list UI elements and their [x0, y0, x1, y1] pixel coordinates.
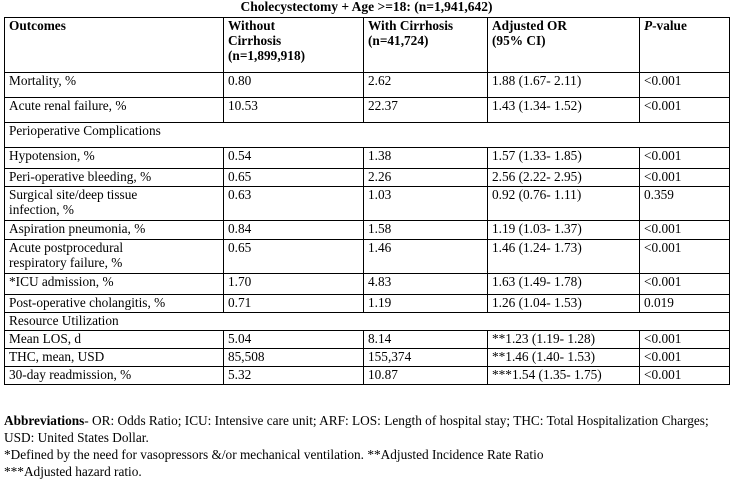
row-without: 0.63: [224, 187, 364, 221]
row-p: <0.001: [640, 349, 730, 367]
table-row: [5, 331, 730, 349]
row-without: 0.54: [224, 148, 364, 169]
row-or: 1.57 (1.33- 1.85): [488, 148, 640, 169]
row-or: 1.19 (1.03- 1.37): [488, 221, 640, 240]
row-with: 1.46: [364, 240, 488, 274]
footnote-hazard-ratio: ***Adjusted hazard ratio.: [4, 464, 142, 479]
row-outcome: Hypotension, %: [5, 148, 224, 169]
section-row-perioperative: [5, 123, 730, 148]
row-outcome: Mean LOS, d: [5, 331, 224, 349]
row-p: <0.001: [640, 98, 730, 123]
table-row: [5, 367, 730, 385]
row-or: ***1.54 (1.35- 1.75): [488, 367, 640, 385]
row-without: 85,508: [224, 349, 364, 367]
row-p: <0.001: [640, 331, 730, 349]
row-without: 10.53: [224, 98, 364, 123]
row-with: 1.03: [364, 187, 488, 221]
row-or: 1.63 (1.49- 1.78): [488, 274, 640, 295]
row-p: <0.001: [640, 274, 730, 295]
row-p: <0.001: [640, 367, 730, 385]
row-or: 1.43 (1.34- 1.52): [488, 98, 640, 123]
row-without: 1.70: [224, 274, 364, 295]
row-without: 0.80: [224, 73, 364, 98]
table-row: [5, 221, 730, 240]
section-row-resource: [5, 313, 730, 331]
table-row: [5, 73, 730, 98]
table-row: [5, 98, 730, 123]
row-without: 0.71: [224, 295, 364, 313]
row-with: 4.83: [364, 274, 488, 295]
table-title: Cholecystectomy + Age >=18: (n=1,941,642): [240, 0, 493, 14]
row-or: **1.46 (1.40- 1.53): [488, 349, 640, 367]
row-outcome: Post-operative cholangitis, %: [5, 295, 224, 313]
row-with: 1.38: [364, 148, 488, 169]
row-with: 1.19: [364, 295, 488, 313]
row-without: 5.32: [224, 367, 364, 385]
row-or: 1.46 (1.24- 1.73): [488, 240, 640, 274]
row-without: 0.65: [224, 240, 364, 274]
row-outcome: Acute renal failure, %: [5, 98, 224, 123]
row-outcome: Peri-operative bleeding, %: [5, 169, 224, 187]
table-row: [5, 148, 730, 169]
table-row: [5, 295, 730, 313]
table-row: [5, 169, 730, 187]
row-without: 0.84: [224, 221, 364, 240]
section-label: Resource Utilization: [5, 313, 730, 331]
table-row: [5, 187, 730, 221]
row-with: 2.26: [364, 169, 488, 187]
table-row: [5, 274, 730, 295]
row-p: <0.001: [640, 148, 730, 169]
row-outcome: Surgical site/deep tissue infection, %: [5, 187, 224, 221]
footnote-definition: *Defined by the need for vasopressors &/or mechanical ventilation. **Adjusted Incidence Rate Ratio: [4, 447, 544, 462]
header-with-cirrhosis: With Cirrhosis (n=41,724): [364, 18, 488, 73]
row-outcome: Acute postprocedural respiratory failure, %: [5, 240, 224, 274]
table-row: [5, 240, 730, 274]
table-footnotes: [4, 412, 729, 480]
row-outcome: THC, mean, USD: [5, 349, 224, 367]
row-outcome: *ICU admission, %: [5, 274, 224, 295]
header-adjusted-or: Adjusted OR (95% CI): [488, 18, 640, 73]
row-outcome: 30-day readmission, %: [5, 367, 224, 385]
row-p: 0.359: [640, 187, 730, 221]
row-or: 1.88 (1.67- 2.11): [488, 73, 640, 98]
row-or: **1.23 (1.19- 1.28): [488, 331, 640, 349]
header-without-cirrhosis: Without Cirrhosis (n=1,899,918): [224, 18, 364, 73]
row-p: <0.001: [640, 73, 730, 98]
row-with: 10.87: [364, 367, 488, 385]
row-or: 0.92 (0.76- 1.11): [488, 187, 640, 221]
header-p-value: P-value: [640, 18, 730, 73]
row-with: 2.62: [364, 73, 488, 98]
table-header-row: [5, 18, 730, 73]
abbreviations-note: Abbreviations- OR: Odds Ratio; ICU: Intensive care unit; ARF: LOS: Length of hospital stay; THC: Total Hospitalization Charges; USD: United States Dollar.: [4, 413, 709, 445]
row-p: <0.001: [640, 240, 730, 274]
section-label: Perioperative Complications: [5, 123, 730, 148]
row-without: 5.04: [224, 331, 364, 349]
row-p: <0.001: [640, 169, 730, 187]
table-row: [5, 349, 730, 367]
row-p: <0.001: [640, 221, 730, 240]
row-outcome: Aspiration pneumonia, %: [5, 221, 224, 240]
header-outcomes: Outcomes: [5, 18, 224, 73]
row-with: 1.58: [364, 221, 488, 240]
row-or: 1.26 (1.04- 1.53): [488, 295, 640, 313]
row-with: 155,374: [364, 349, 488, 367]
row-with: 22.37: [364, 98, 488, 123]
row-or: 2.56 (2.22- 2.95): [488, 169, 640, 187]
row-with: 8.14: [364, 331, 488, 349]
row-without: 0.65: [224, 169, 364, 187]
outcomes-table: [4, 17, 730, 385]
row-p: 0.019: [640, 295, 730, 313]
row-outcome: Mortality, %: [5, 73, 224, 98]
